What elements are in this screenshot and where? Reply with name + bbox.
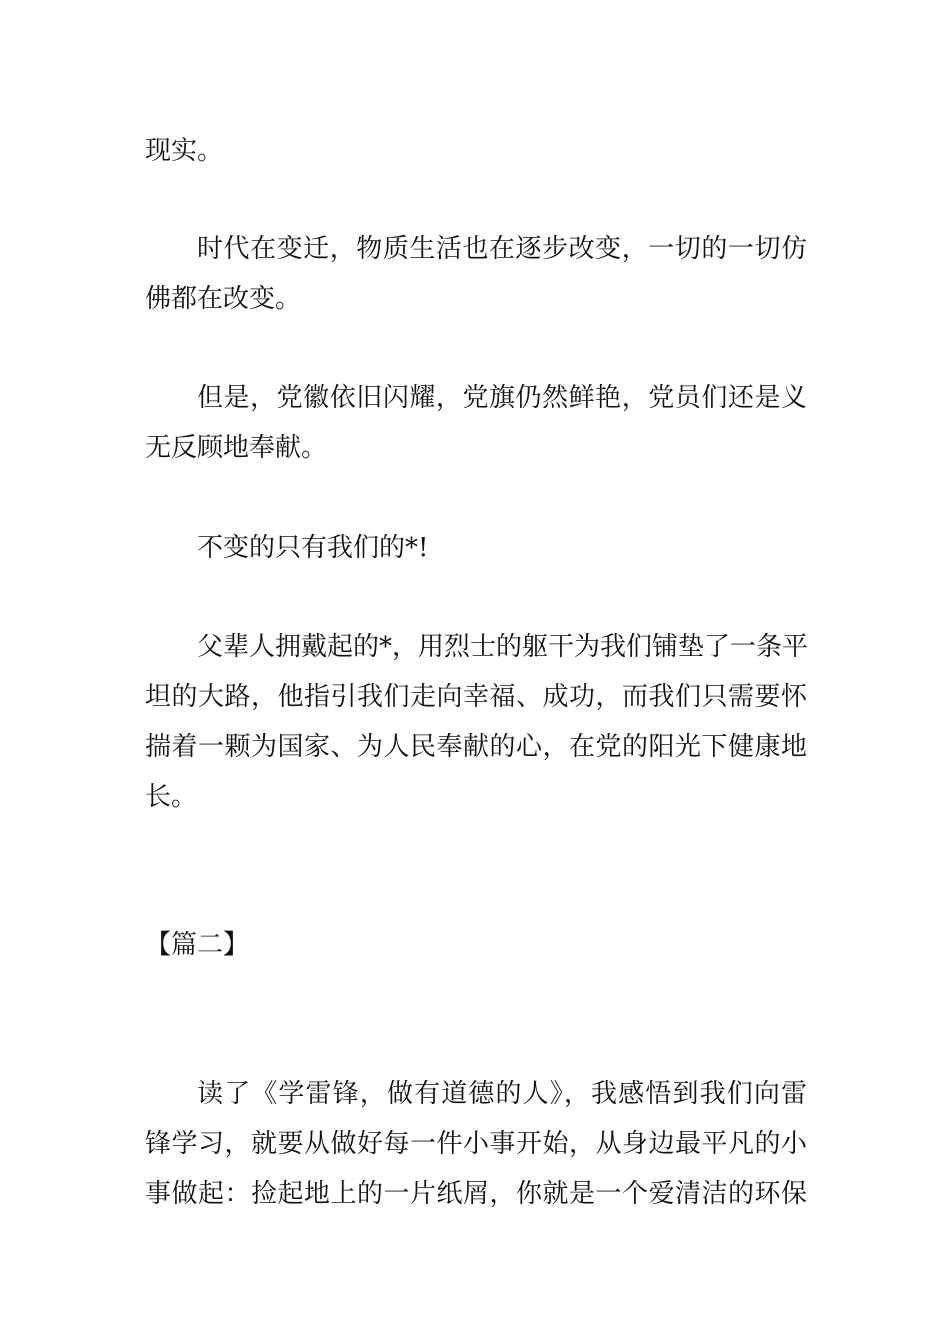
paragraph-6-line-3: 事做起：捡起地上的一片纸屑，你就是一个爱清洁的环保 (145, 1179, 807, 1209)
paragraph-3-line-2: 无反顾地奉献。 (145, 433, 328, 463)
section-heading: 【篇二】 (145, 930, 250, 960)
paragraph-5-line-1: 父辈人拥戴起的*，用烈士的躯干为我们铺垫了一条平 (197, 632, 809, 662)
paragraph-2-line-2: 佛都在改变。 (145, 284, 302, 314)
paragraph-4-line-1: 不变的只有我们的*! (197, 533, 429, 563)
paragraph-3-line-1: 但是，党徽依旧闪耀，党旗仍然鲜艳，党员们还是义 (197, 383, 807, 413)
paragraph-5-line-4: 长。 (145, 782, 198, 812)
paragraph-2-line-1: 时代在变迁，物质生活也在逐步改变，一切的一切仿 (197, 234, 807, 264)
paragraph-6-line-1: 读了《学雷锋，做有道德的人》，我感悟到我们向雷 (197, 1079, 807, 1109)
paragraph-5-line-3: 揣着一颗为国家、为人民奉献的心，在党的阳光下健康地 (145, 732, 807, 762)
paragraph-1-line-1: 现实。 (145, 136, 224, 166)
paragraph-6-line-2: 锋学习，就要从做好每一件小事开始，从身边最平凡的小 (145, 1129, 807, 1159)
paragraph-5-line-2: 坦的大路，他指引我们走向幸福、成功，而我们只需要怀 (145, 682, 807, 712)
